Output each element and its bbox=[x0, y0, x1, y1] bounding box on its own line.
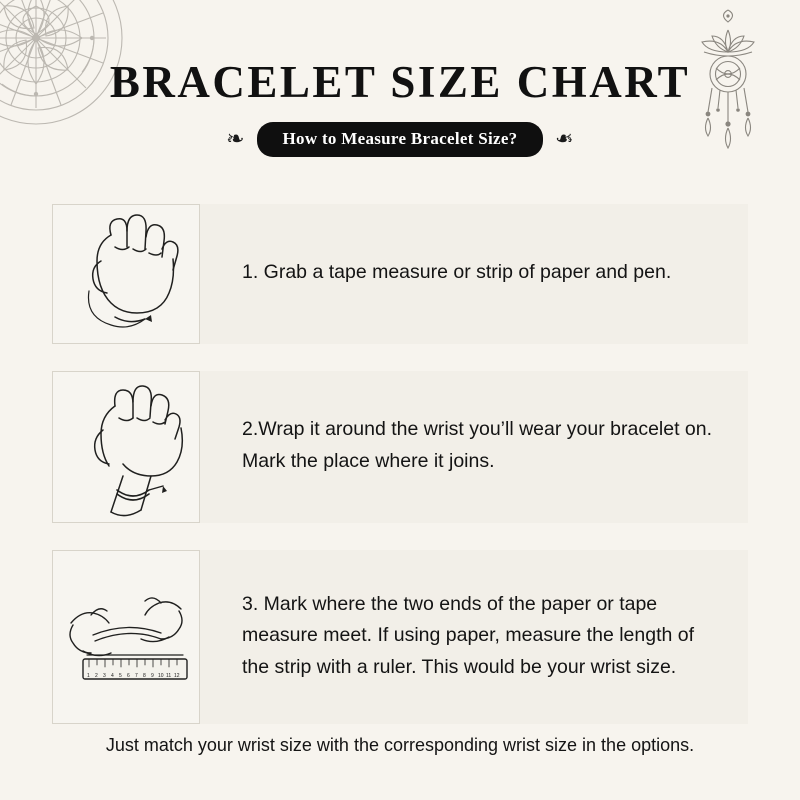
steps-list bbox=[0, 204, 800, 751]
hand-fist-with-tape-measure-icon bbox=[52, 204, 200, 344]
svg-text:10: 10 bbox=[158, 673, 164, 679]
footer-note: Just match your wrist size with the corresponding wrist size in the options. bbox=[105, 735, 695, 755]
svg-text:8: 8 bbox=[143, 673, 146, 679]
svg-text:3: 3 bbox=[103, 673, 106, 679]
list-item bbox=[52, 204, 748, 344]
list-item bbox=[52, 371, 748, 523]
step-text: 1. Grab a tape measure or strip of paper and pen. bbox=[242, 261, 672, 284]
step-text: 3. Mark where the two ends of the paper or tape measure meet. If using paper, measure the length of the strip with a ruler. This would be your wrist size. bbox=[242, 592, 695, 678]
svg-text:1: 1 bbox=[87, 673, 90, 679]
svg-text:4: 4 bbox=[111, 673, 114, 679]
hands-measuring-strip-with-ruler-icon bbox=[52, 550, 200, 724]
hand-wrist-wrapping-tape-icon bbox=[52, 371, 200, 523]
svg-text:6: 6 bbox=[127, 673, 130, 679]
svg-text:9: 9 bbox=[151, 673, 154, 679]
list-item bbox=[52, 550, 748, 724]
subtitle-pill: How to Measure Bracelet Size? bbox=[257, 122, 544, 157]
step-text: 2.Wrap it around the wrist you’ll wear your bracelet on. Mark the place where it joins. bbox=[242, 418, 713, 472]
svg-text:7: 7 bbox=[135, 673, 138, 679]
flourish-left-icon: ❧ bbox=[226, 125, 245, 151]
svg-text:2: 2 bbox=[95, 673, 98, 679]
svg-text:12: 12 bbox=[174, 673, 180, 679]
subtitle-row bbox=[0, 122, 800, 157]
page-title: BRACELET SIZE CHART bbox=[109, 57, 691, 107]
svg-text:11: 11 bbox=[166, 673, 172, 679]
flourish-right-icon: ❧ bbox=[555, 125, 574, 151]
svg-text:5: 5 bbox=[119, 673, 122, 679]
